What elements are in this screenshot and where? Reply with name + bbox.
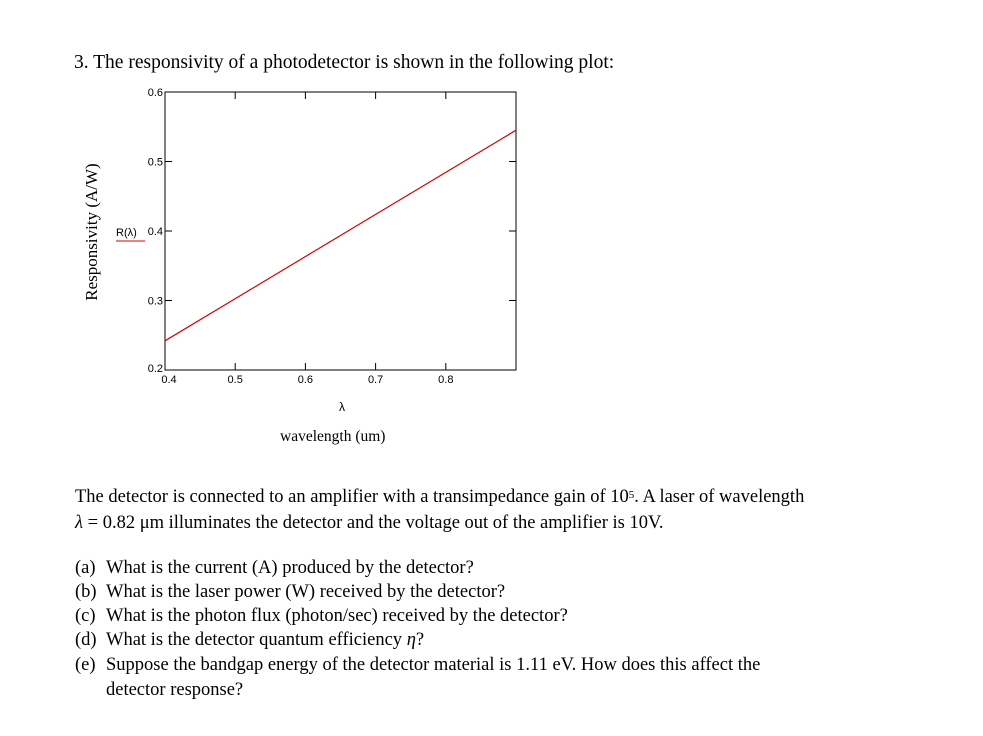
question-d-tail: ? (415, 630, 425, 650)
question-d (75, 630, 424, 651)
x-tick-label: 0.8 (438, 374, 454, 386)
responsivity-line (165, 130, 516, 341)
x-tick-label: 0.7 (367, 374, 384, 386)
question-e-label: (e) (75, 655, 96, 675)
question-b-text: What is the laser power (W) received by the detector? (106, 582, 506, 602)
tick-marks (165, 92, 516, 370)
x-axis-label: wavelength (um) (280, 428, 386, 445)
tick-labels (148, 87, 454, 386)
question-a (75, 558, 474, 579)
problem-paragraph (75, 484, 804, 536)
question-c-text: What is the photon flux (photon/sec) received by the detector? (106, 606, 568, 626)
question-d-label: (d) (75, 630, 97, 650)
function-label: R(λ) (116, 227, 137, 239)
x-variable-label: λ (339, 400, 345, 414)
y-tick-label: 0.5 (147, 156, 163, 169)
eta-symbol: η (406, 630, 416, 650)
lambda-symbol: λ (75, 513, 84, 533)
question-c (75, 606, 568, 627)
x-tick-label: 0.6 (297, 374, 314, 386)
paragraph-line1-a: The detector is connected to an amplifier with a transimpedance gain of 10 (75, 487, 629, 507)
responsivity-axis-label: Responsivity (A/W) (82, 163, 101, 301)
x-tick-label: 0.4 (161, 374, 177, 386)
series-group (165, 130, 516, 341)
question-b (75, 582, 505, 603)
paragraph-line2: = 0.82 μm illuminates the detector and the voltage out of the amplifier is 10V. (83, 513, 664, 533)
paragraph-line1-b: . A laser of wavelength (634, 487, 805, 507)
y-tick-label: 0.3 (147, 295, 163, 308)
question-a-label: (a) (75, 558, 96, 578)
question-e-text: Suppose the bandgap energy of the detector material is 1.11 eV. How does this affect the (106, 655, 761, 675)
question-e-continuation: detector response? (106, 680, 244, 700)
gain-exponent: 5 (628, 489, 635, 501)
x-tick-label: 0.5 (227, 374, 243, 386)
y-tick-label: 0.2 (147, 363, 163, 375)
question-c-label: (c) (75, 606, 96, 626)
question-intro: 3. The responsivity of a photodetector is shown in the following plot: (74, 52, 615, 73)
y-tick-label: 0.6 (147, 87, 163, 99)
question-e (75, 655, 760, 676)
y-tick-label: 0.4 (147, 226, 163, 238)
plot-frame (165, 92, 516, 370)
question-d-text: What is the detector quantum efficiency (106, 630, 407, 650)
question-b-label: (b) (75, 582, 97, 602)
question-a-text: What is the current (A) produced by the detector? (106, 558, 474, 578)
